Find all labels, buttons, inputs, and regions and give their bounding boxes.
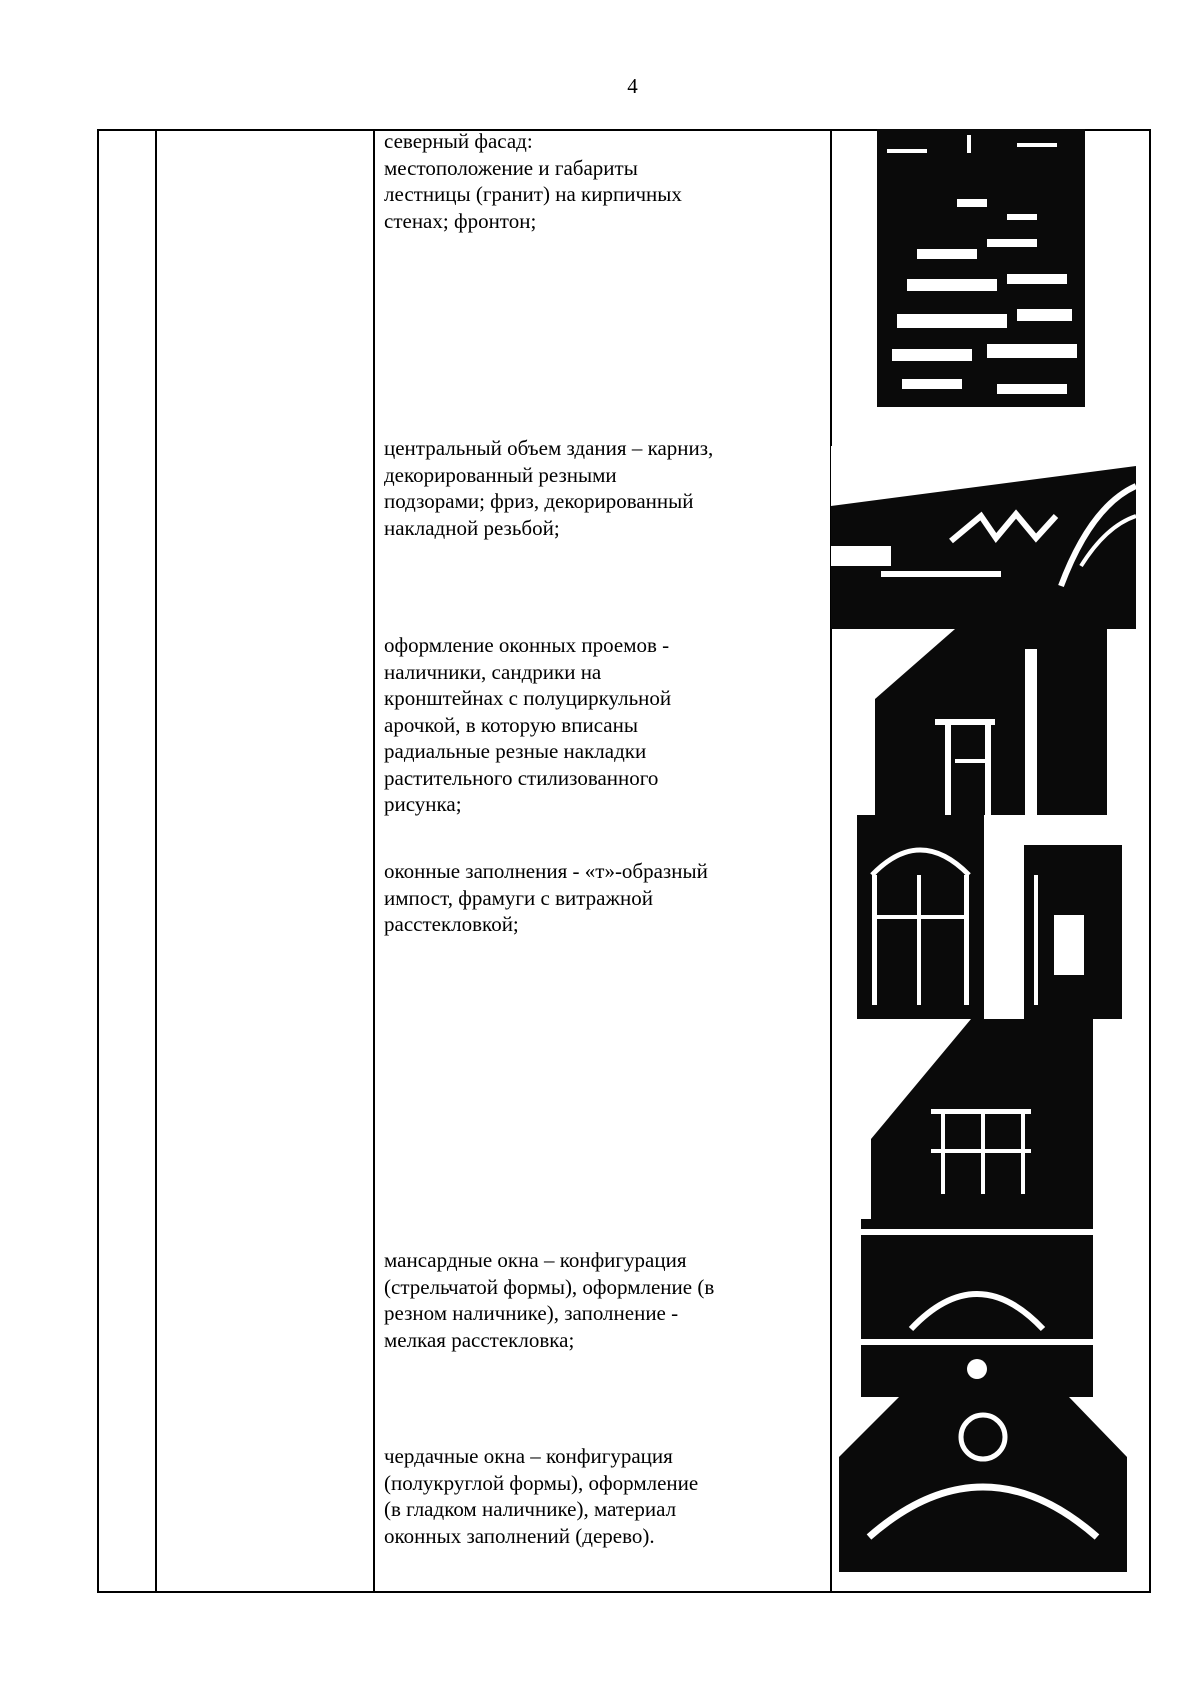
window-filling-photo-right — [1024, 815, 1122, 1019]
window-frame-photo — [875, 629, 1107, 815]
attic-window-photo — [839, 1397, 1127, 1572]
column-divider — [155, 131, 157, 1591]
north-facade-stairs-photo — [877, 129, 1085, 407]
page-number: 4 — [627, 74, 638, 98]
description-window-fillings: оконные заполнения - «т»-образный импост, фрамуги с витражной расстекловкой; — [384, 859, 708, 936]
description-window-openings: оформление оконных проемов - наличники, сандрики на кронштейнах с полуциркульной арочкой, в которую вписаны радиальные резные накладки растительного стилизованного рисунка; — [384, 633, 672, 816]
window-filling-photo-gap — [984, 815, 1024, 1019]
window-filling-photo-left — [857, 815, 984, 1019]
description-north-facade: северный фасад: местоположение и габариты лестницы (гранит) на кирпичных стенах; фронтон; — [384, 129, 682, 233]
column-divider — [373, 131, 375, 1591]
description-dormer-windows: мансардные окна – конфигурация (стрельчатой формы), оформление (в резном наличнике), заполнение - мелкая расстекловка; — [384, 1248, 715, 1352]
cornice-frieze-photo — [831, 446, 1136, 629]
description-central-volume: центральный объем здания – карниз, декорированный резными подзорами; фриз, декорированный накладной резьбой; — [384, 436, 714, 540]
description-attic-windows: чердачные окна – конфигурация (полукруглой формы), оформление (в гладком наличнике), материал оконных заполнений (дерево). — [384, 1444, 699, 1548]
attic-arch-photo — [861, 1219, 1093, 1397]
column-divider — [830, 131, 832, 1591]
dormer-window-photo — [871, 1019, 1093, 1219]
